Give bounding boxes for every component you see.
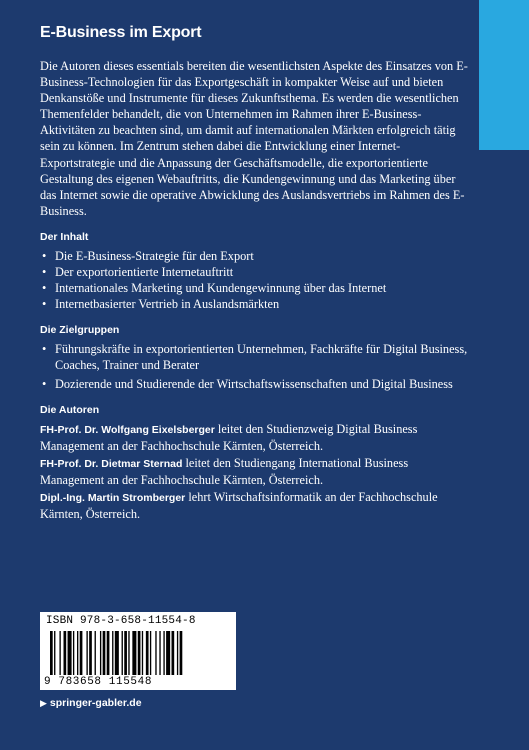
back-cover-content [40, 24, 470, 523]
barcode-bar [122, 631, 123, 675]
barcode-bar [150, 631, 151, 675]
barcode-bar [68, 631, 72, 675]
barcode-bar [73, 631, 74, 675]
author-entry [40, 455, 470, 488]
barcode-bar [132, 631, 136, 675]
barcode-bar [124, 631, 127, 675]
zielgruppen-list [40, 341, 470, 391]
author-entry [40, 489, 470, 522]
bullet-icon: • [42, 248, 47, 263]
barcode-bar [146, 631, 149, 675]
barcode-bar [172, 631, 175, 675]
intro-paragraph: Die Autoren dieses essentials bereiten die wesentlichsten Aspekte des Einsatzes von E-Business-Technologien für das Exportgeschäft in kompakter Weise auf und bieten Denkanstöße und Instrumente für dieses Zukunftsthema. Es werden die wesentlichen Themenfelder behandelt, die von Unternehmen im Rahmen ihrer E-Business-Aktivitäten zu beachten sind, um damit auf internationalen Märkten erfolgreich tätig sein zu können. Im Zentrum stehen dabei die Entwicklung einer Internet-Exportstrategie und die Anpassung der Geschäftsmodelle, die exportorientierte Gestaltung des eigenen Webauftritts, die Kundengewinnung und das Marketing über das Internet sowie die operative Abwicklung des Auslandsvertriebs im Rahmen des E-Business. [40, 59, 468, 218]
barcode-bar [180, 631, 183, 675]
barcode-bar [128, 631, 129, 675]
barcode-bar [95, 631, 96, 675]
barcode-bar [77, 631, 78, 675]
isbn-barcode [40, 612, 236, 690]
barcode-digits: 9 783658 115548 [44, 676, 153, 688]
bullet-icon: • [42, 376, 47, 391]
isbn-label: ISBN 978-3-658-11554-8 [46, 615, 196, 627]
book-title: E-Business im Export [40, 24, 202, 41]
author-bio: lehrt Wirtschaftsinformatik an der Fachhochschule Kärnten, Österreich. [40, 489, 438, 522]
zielgruppen-heading: Die Zielgruppen [40, 324, 120, 337]
author-bio: leitet den Studienzweig Digital Business Management an der Fachhochschule Kärnten, Österreich. [40, 421, 418, 453]
triangle-right-icon: ▶ [40, 698, 47, 708]
list-item: • Dozierende und Studierende der Wirtschaftswissenschaften und Digital Business [42, 376, 453, 391]
barcode-bar [163, 631, 164, 675]
inhalt-heading: Der Inhalt [40, 230, 89, 243]
barcode-bar [138, 631, 141, 675]
barcode-bar [115, 631, 119, 675]
list-item: • Internetbasierter Vertrieb in Auslandsmärkten [42, 297, 280, 312]
barcode-bar [86, 631, 87, 675]
barcode-bar [103, 631, 106, 675]
barcode-bar [80, 631, 83, 675]
accent-bar [479, 0, 529, 150]
barcode-bar [89, 631, 92, 675]
publisher-link[interactable] [40, 697, 142, 709]
publisher-url: springer-gabler.de [49, 697, 142, 709]
barcode-bar [54, 631, 55, 675]
author-entry [40, 421, 470, 454]
list-item: • Führungskräfte in exportorientierten Unternehmen, Fachkräfte für Digital Business, Coaches, Trainer und Berater [42, 342, 468, 373]
barcode-bar [177, 631, 178, 675]
author-bio: leitet den Studiengang International Business Management an der Fachhochschule Kärnten, Österreich. [40, 455, 409, 487]
author-name: FH-Prof. Dr. Dietmar Sternad [40, 457, 183, 470]
barcode-bar [64, 631, 67, 675]
bullet-icon: • [42, 297, 47, 312]
barcode-bar [59, 631, 60, 675]
barcode-bar [107, 631, 110, 675]
barcode-bar [142, 631, 143, 675]
author-name: FH-Prof. Dr. Wolfgang Eixelsberger [40, 423, 215, 436]
barcode-bar [155, 631, 156, 675]
inhalt-list [40, 248, 470, 312]
barcode-bar [100, 631, 101, 675]
barcode-bars [46, 631, 230, 677]
list-item: • Der exportorientierte Internetauftritt [42, 265, 234, 280]
list-item: • Internationales Marketing und Kundengewinnung über das Internet [42, 281, 387, 296]
barcode-bar [112, 631, 113, 675]
bullet-icon: • [42, 265, 47, 280]
bullet-icon: • [42, 281, 47, 296]
autoren-heading: Die Autoren [40, 403, 100, 416]
author-name: Dipl.-Ing. Martin Stromberger [40, 491, 186, 504]
barcode-bar [166, 631, 170, 675]
list-item: • Die E-Business-Strategie für den Export [42, 248, 254, 263]
bullet-icon: • [42, 342, 47, 357]
barcode-bar [159, 631, 160, 675]
barcode-bar [50, 631, 53, 675]
